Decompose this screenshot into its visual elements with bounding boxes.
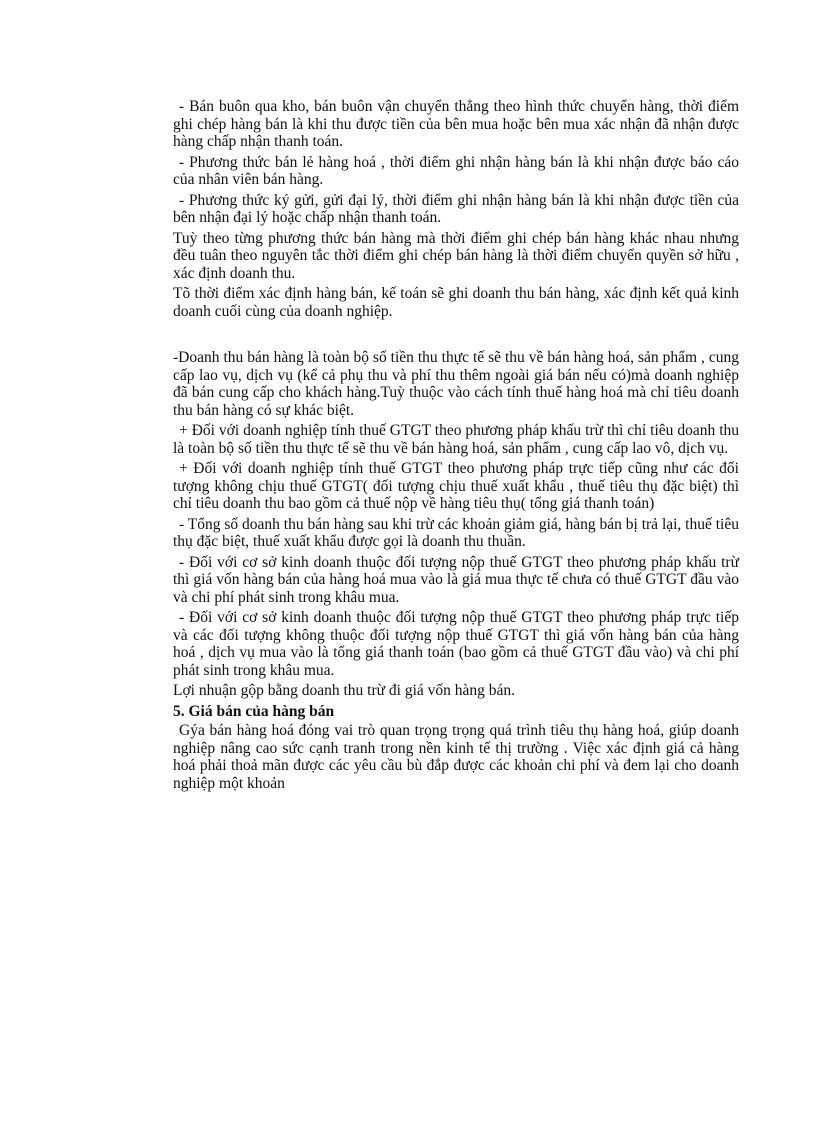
paragraph-direct-method: + Đối với doanh nghiệp tính thuế GTGT theo phương pháp trực tiếp cũng như các đối tượng không chịu thuế GTGT( đối tượng chịu thuế xuất khẩu , thuế tiêu thụ đặc biệt) thì chỉ tiêu doanh thu bao gồm cả thuế nộp về hàng tiêu thụ( tổng giá thanh toán) [173,460,739,512]
paragraph-consignment: - Phương thức ký gửi, gửi đại lý, thời điểm ghi nhận hàng bán là khi nhận được tiền của bên nhận đại lý hoặc chấp nhận thanh toán. [173,191,739,226]
paragraph-net-revenue: - Tổng số doanh thu bán hàng sau khi trừ các khoản giảm giá, hàng bán bị trả lại, thuế tiêu thụ đặc biệt, thuế xuất khẩu được gọi là doanh thu thuần. [173,515,739,550]
paragraph-gross-profit: Lợi nhuận gộp bằng doanh thu trừ đi giá vốn hàng bán. [173,682,516,699]
paragraph-cost-direct: - Đối với cơ sở kinh doanh thuộc đối tượng nộp thuế GTGT theo phương pháp trực tiếp và các đối tượng không thuộc đối tượng nộp thuế GTGT thì giá vốn hàng bán của hàng hoá , dịch vụ mua vào là tổng giá thanh toán (bao gồm cả thuế GTGT đầu vào) và chi phí phát sinh trong khâu mua. [173,609,739,679]
paragraph-cost-deduction: - Đối với cơ sở kinh doanh thuộc đối tượng nộp thuế GTGT theo phương pháp khấu trừ thì giá vốn hàng bán của hàng hoá mua vào là giá mua thực tế chưa có thuế GTGT đầu vào và chi phí phát sinh trong khâu mua. [173,553,739,606]
paragraph-revenue-definition: -Doanh thu bán hàng là toàn bộ số tiền thu thực tế sẽ thu về bán hàng hoá, sản phẩm , cung cấp lao vụ, dịch vụ (kể cả phụ thu và phí thu thêm ngoài giá bán nếu có)mà doanh nghiệp đã bán cung cấp cho khách hàng.Tuỳ thuộc vào cách tính thuế hàng hoá mà chỉ tiêu doanh thu bán hàng có sự khác biệt. [173,349,739,419]
document-page [173,98,739,795]
paragraph-revenue-recording: Tõ thời điểm xác định hàng bán, kế toán sẽ ghi doanh thu bán hàng, xác định kết quả kinh doanh cuối cùng của doanh nghiệp. [173,285,739,320]
paragraph-deduction-method: + Đối với doanh nghiệp tính thuế GTGT theo phương pháp khấu trừ thì chỉ tiêu doanh thu là toàn bộ số tiền thu thực tế sẽ thu về bán hàng hoá, sản phẩm , cung cấp lao vô, dịch vụ. [173,422,739,457]
section-heading: 5. Giá bán của hàng bán [173,702,335,720]
paragraph-gap [173,323,739,349]
paragraph-wholesale: - Bán buôn qua kho, bán buôn vận chuyển thẳng theo hình thức chuyển hàng, thời điểm ghi chép hàng bán là khi thu được tiền của bên mua hoặc bên mua xác nhận đã nhận được hàng chấp nhận thanh toán. [173,98,739,150]
paragraph-timing-principle: Tuỳ theo từng phương thức bán hàng mà thời điểm ghi chép bán hàng khác nhau nhưng đều tuân theo nguyên tắc thời điểm ghi chép bán hàng là thời điểm chuyển quyền sở hữu , xác định doanh thu. [173,229,739,282]
paragraph-retail: - Phương thức bán lẻ hàng hoá , thời điểm ghi nhận hàng bán là khi nhận được báo cáo của nhân viên bán hàng. [173,153,739,188]
paragraph-selling-price: Gýa bán hàng hoá đóng vai trò quan trọng trọng quá trình tiêu thụ hàng hoá, giúp doanh nghiệp nâng cao sức cạnh tranh trong nền kinh tế thị trường . Việc xác định giá cả hàng hoá phải thoả mãn được các yêu cầu bù đắp được các khoản chi phí và đem lại cho doanh nghiệp một khoản [173,722,739,792]
